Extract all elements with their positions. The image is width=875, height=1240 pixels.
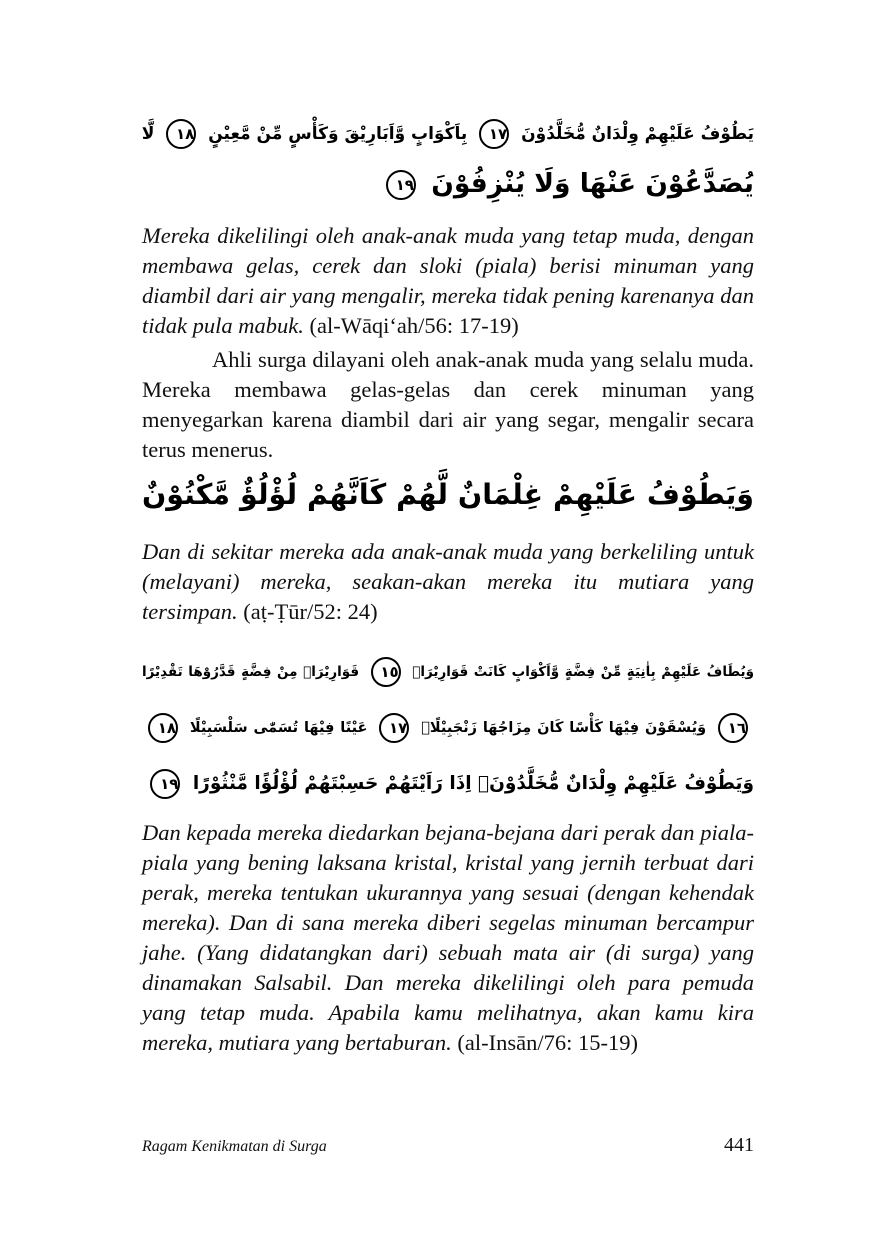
arabic-verse-line (142, 706, 754, 750)
arabic-text: قَوَارِيْرَا۠ مِنْ فِضَّةٍ قَدَّرُوْهَا تَقْدِيْرًا (142, 664, 360, 680)
arabic-text: وَيُسْقَوْنَ فِيْهَا كَأْسًا كَانَ مِزَاجُهَا زَنْجَبِيْلًاۚ (421, 720, 707, 736)
arabic-verse-line (142, 650, 754, 694)
translation-text: Dan kepada mereka diedarkan bejana-bejana dari perak dan piala-piala yang bening laksana kristal, kristal yang jernih terbuat dari perak, mereka tentukan ukurannya yang sesuai (dengan kehendak mereka). Dan di sana mereka diberi segelas minuman bercampur jahe. (Yang didatangkan dari) sebuah mata air (di surga) yang dinamakan Salsabil. Dan mereka dikelilingi oleh para pemuda yang tetap muda. Apabila kamu melihatnya, akan kamu kira mereka, mutiara yang bertaburan. (142, 820, 754, 1055)
arabic-verse-line (142, 112, 754, 156)
arabic-text: يَطُوْفُ عَلَيْهِمْ وِلْدَانٌ مُّخَلَّدُوْنَ (521, 124, 754, 144)
verse-translation (142, 818, 754, 1058)
arabic-text: وَيَطُوْفُ عَلَيْهِمْ وِلْدَانٌ مُّخَلَّدُوْنَۚ اِذَا رَاَيْتَهُمْ حَسِبْتَهُمْ لُؤْلُؤًا مَّنْثُوْرًا (192, 773, 754, 794)
ayah-number-marker: ١٧ (479, 119, 509, 149)
translation-text: Dan di sekitar mereka ada anak-anak muda yang berkeliling untuk (melayani) mereka, seakan-akan mereka itu mutiara yang tersimpan. (142, 539, 754, 624)
ayah-number-marker: ١٩ (150, 769, 180, 799)
page-number: 441 (724, 1134, 754, 1156)
translation-text: Mereka dikelilingi oleh anak-anak muda yang tetap muda, dengan membawa gelas, cerek dan sloki (piala) berisi minuman yang diambil dari air yang mengalir, mereka tidak pening karenanya dan tidak pula mabuk. (142, 223, 754, 338)
ayah-number-marker: ١٩ (386, 170, 416, 200)
body-paragraph (142, 345, 754, 465)
arabic-text: وَيَطُوْفُ عَلَيْهِمْ غِلْمَانٌ لَّهُمْ كَاَنَّهُمْ لُؤْلُؤٌ مَّكْنُوْنٌ (141, 478, 754, 511)
running-footer-title: Ragam Kenikmatan di Surga (142, 1138, 327, 1155)
ayah-number-marker: ١٧ (379, 713, 409, 743)
arabic-text: يُصَدَّعُوْنَ عَنْهَا وَلَا يُنْزِفُوْنَ (431, 168, 754, 199)
arabic-text: عَيْنًا فِيْهَا تُسَمّٰى سَلْسَبِيْلًا (189, 720, 368, 736)
verse-reference: (al-Wāqi‘ah/56: 17-19) (309, 313, 519, 338)
ayah-number-marker: ١٨ (166, 119, 196, 149)
arabic-verse-line (142, 762, 754, 806)
ayah-number-marker: ١٨ (148, 713, 178, 743)
paragraph-text: Ahli surga dilayani oleh anak-anak muda yang selalu muda. Mereka membawa gelas-gelas dan cerek minuman yang menyegarkan karena diambil dari air yang segar, mengalir secara terus menerus. (142, 347, 754, 462)
arabic-text: لَّا (141, 124, 155, 144)
verse-translation (142, 221, 754, 341)
arabic-verse-line (142, 470, 754, 520)
verse-translation (142, 537, 754, 627)
ayah-number-marker: ١٥ (371, 657, 401, 687)
arabic-verse-line (380, 162, 754, 206)
arabic-text: وَيُطَافُ عَلَيْهِمْ بِاٰنِيَةٍ مِّنْ فِضَّةٍ وَّاَكْوَابٍ كَانَتْ قَوَارِيْرَا۠ (412, 664, 755, 680)
ayah-number-marker: ١٦ (718, 713, 748, 743)
arabic-text: بِاَكْوَابٍ وَّاَبَارِيْقَ وَكَأْسٍ مِّنْ مَّعِيْنٍ (208, 124, 468, 144)
verse-reference: (aṭ-Ṭūr/52: 24) (243, 599, 378, 624)
verse-reference: (al-Insān/76: 15-19) (457, 1030, 638, 1055)
